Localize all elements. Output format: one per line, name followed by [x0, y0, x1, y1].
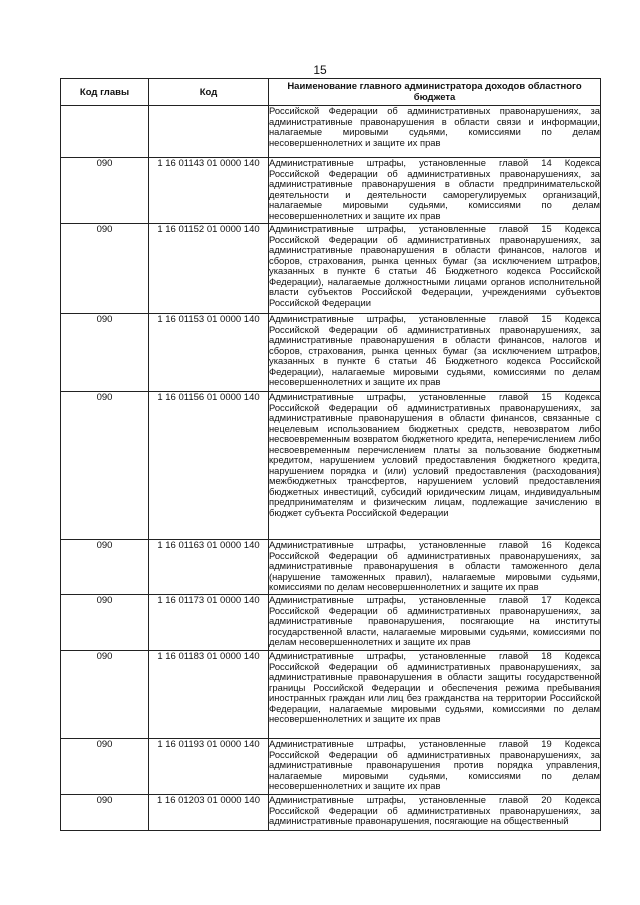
table-row — [61, 595, 601, 651]
code-cell: 1 16 01183 01 0000 140 — [149, 651, 269, 739]
table-row — [61, 392, 601, 540]
name-cell: Административные штрафы, установленные главой 15 Кодекса Российской Федерации об административных правонарушениях, за административные правонарушения в области финансов, налогов и сборов, страхования, рынка ценных бумаг (за исключением штрафов, указанных в пункте 6 статьи 46 Бюджетного кодекса Российской Федерации), налагаемые мировыми судьями, комиссиями по делам несовершеннолетних и защите их прав — [269, 314, 601, 392]
code-cell: 1 16 01173 01 0000 140 — [149, 595, 269, 651]
code-cell: 1 16 01163 01 0000 140 — [149, 540, 269, 595]
chapter-code-cell: 090 — [61, 651, 149, 739]
header-chapter-code: Код главы — [61, 79, 149, 106]
name-cell: Административные штрафы, установленные главой 16 Кодекса Российской Федерации об административных правонарушениях, за административные правонарушения в области таможенного дела (нарушение таможенных правил), налагаемые мировыми судьями, комиссиями по делам несовершеннолетних и защите их прав — [269, 540, 601, 595]
table-row — [61, 739, 601, 795]
table-row — [61, 314, 601, 392]
table-row — [61, 651, 601, 739]
name-cell: Административные штрафы, установленные главой 15 Кодекса Российской Федерации об административных правонарушениях, за административные правонарушения в области финансов, налогов и сборов, страхования, рынка ценных бумаг (за исключением штрафов, указанных в пункте 6 статьи 46 Бюджетного кодекса Российской Федерации), налагаемые должностными лицами органов исполнительной власти субъектов Российской Федерации, учреждениями субъектов Российской Федерации — [269, 224, 601, 314]
table-row — [61, 540, 601, 595]
chapter-code-cell: 090 — [61, 540, 149, 595]
name-cell: Административные штрафы, установленные главой 15 Кодекса Российской Федерации об административных правонарушениях, за административные правонарушения в области финансов, связанные с нецелевым использованием бюджетных средств, невозвратом либо несвоевременным возвратом бюджетного кредита, неперечислением либо несвоевременным перечислением платы за пользование бюджетным кредитом, нарушением условий предоставления бюджетного кредита, нарушением порядка и (или) условий предоставления (расходования) межбюджетных трансфертов, нарушением условий предоставления бюджетных инвестиций, субсидий юридическим лицам, индивидуальным предпринимателям и физическим лицам, подлежащие зачислению в бюджет субъекта Российской Федерации — [269, 392, 601, 540]
code-cell: 1 16 01143 01 0000 140 — [149, 158, 269, 224]
name-cell: Административные штрафы, установленные главой 20 Кодекса Российской Федерации об административных правонарушениях, за административные правонарушения, посягающие на общественный — [269, 795, 601, 831]
code-cell — [149, 106, 269, 158]
table-row — [61, 158, 601, 224]
name-cell: Российской Федерации об административных правонарушениях, за административные правонарушения в области связи и информации, налагаемые мировыми судьями, комиссиями по делам несовершеннолетних и защите их прав — [269, 106, 601, 158]
page-number: 15 — [313, 63, 327, 77]
chapter-code-cell: 090 — [61, 739, 149, 795]
header-name: Наименование главного администратора доходов областного бюджета — [269, 79, 601, 106]
table-row — [61, 795, 601, 831]
code-cell: 1 16 01193 01 0000 140 — [149, 739, 269, 795]
table-row — [61, 106, 601, 158]
chapter-code-cell: 090 — [61, 595, 149, 651]
revenue-administrators-table — [60, 78, 601, 831]
name-cell: Административные штрафы, установленные главой 19 Кодекса Российской Федерации об административных правонарушениях, за административные правонарушения против порядка управления, налагаемые мировыми судьями, комиссиями по делам несовершеннолетних и защите их прав — [269, 739, 601, 795]
name-cell: Административные штрафы, установленные главой 17 Кодекса Российской Федерации об административных правонарушениях, за административные правонарушения, посягающие на институты государственной власти, налагаемые мировыми судьями, комиссиями по делам несовершеннолетних и защите их прав — [269, 595, 601, 651]
table-header-row — [61, 79, 601, 106]
chapter-code-cell: 090 — [61, 224, 149, 314]
code-cell: 1 16 01203 01 0000 140 — [149, 795, 269, 831]
name-cell: Административные штрафы, установленные главой 14 Кодекса Российской Федерации об административных правонарушениях, за административные правонарушения в области предпринимательской деятельности и деятельности саморегулируемых организаций, налагаемые мировыми судьями, комиссиями по делам несовершеннолетних и защите их прав — [269, 158, 601, 224]
name-cell: Административные штрафы, установленные главой 18 Кодекса Российской Федерации об административных правонарушениях, за административные правонарушения в области защиты государственной границы Российской Федерации и обеспечения режима пребывания иностранных граждан или лиц без гражданства на территории Российской Федерации, налагаемые мировыми судьями, комиссиями по делам несовершеннолетних и защите их прав — [269, 651, 601, 739]
header-code: Код — [149, 79, 269, 106]
chapter-code-cell: 090 — [61, 392, 149, 540]
table-row — [61, 224, 601, 314]
chapter-code-cell: 090 — [61, 795, 149, 831]
chapter-code-cell — [61, 106, 149, 158]
chapter-code-cell: 090 — [61, 158, 149, 224]
code-cell: 1 16 01152 01 0000 140 — [149, 224, 269, 314]
code-cell: 1 16 01153 01 0000 140 — [149, 314, 269, 392]
code-cell: 1 16 01156 01 0000 140 — [149, 392, 269, 540]
chapter-code-cell: 090 — [61, 314, 149, 392]
